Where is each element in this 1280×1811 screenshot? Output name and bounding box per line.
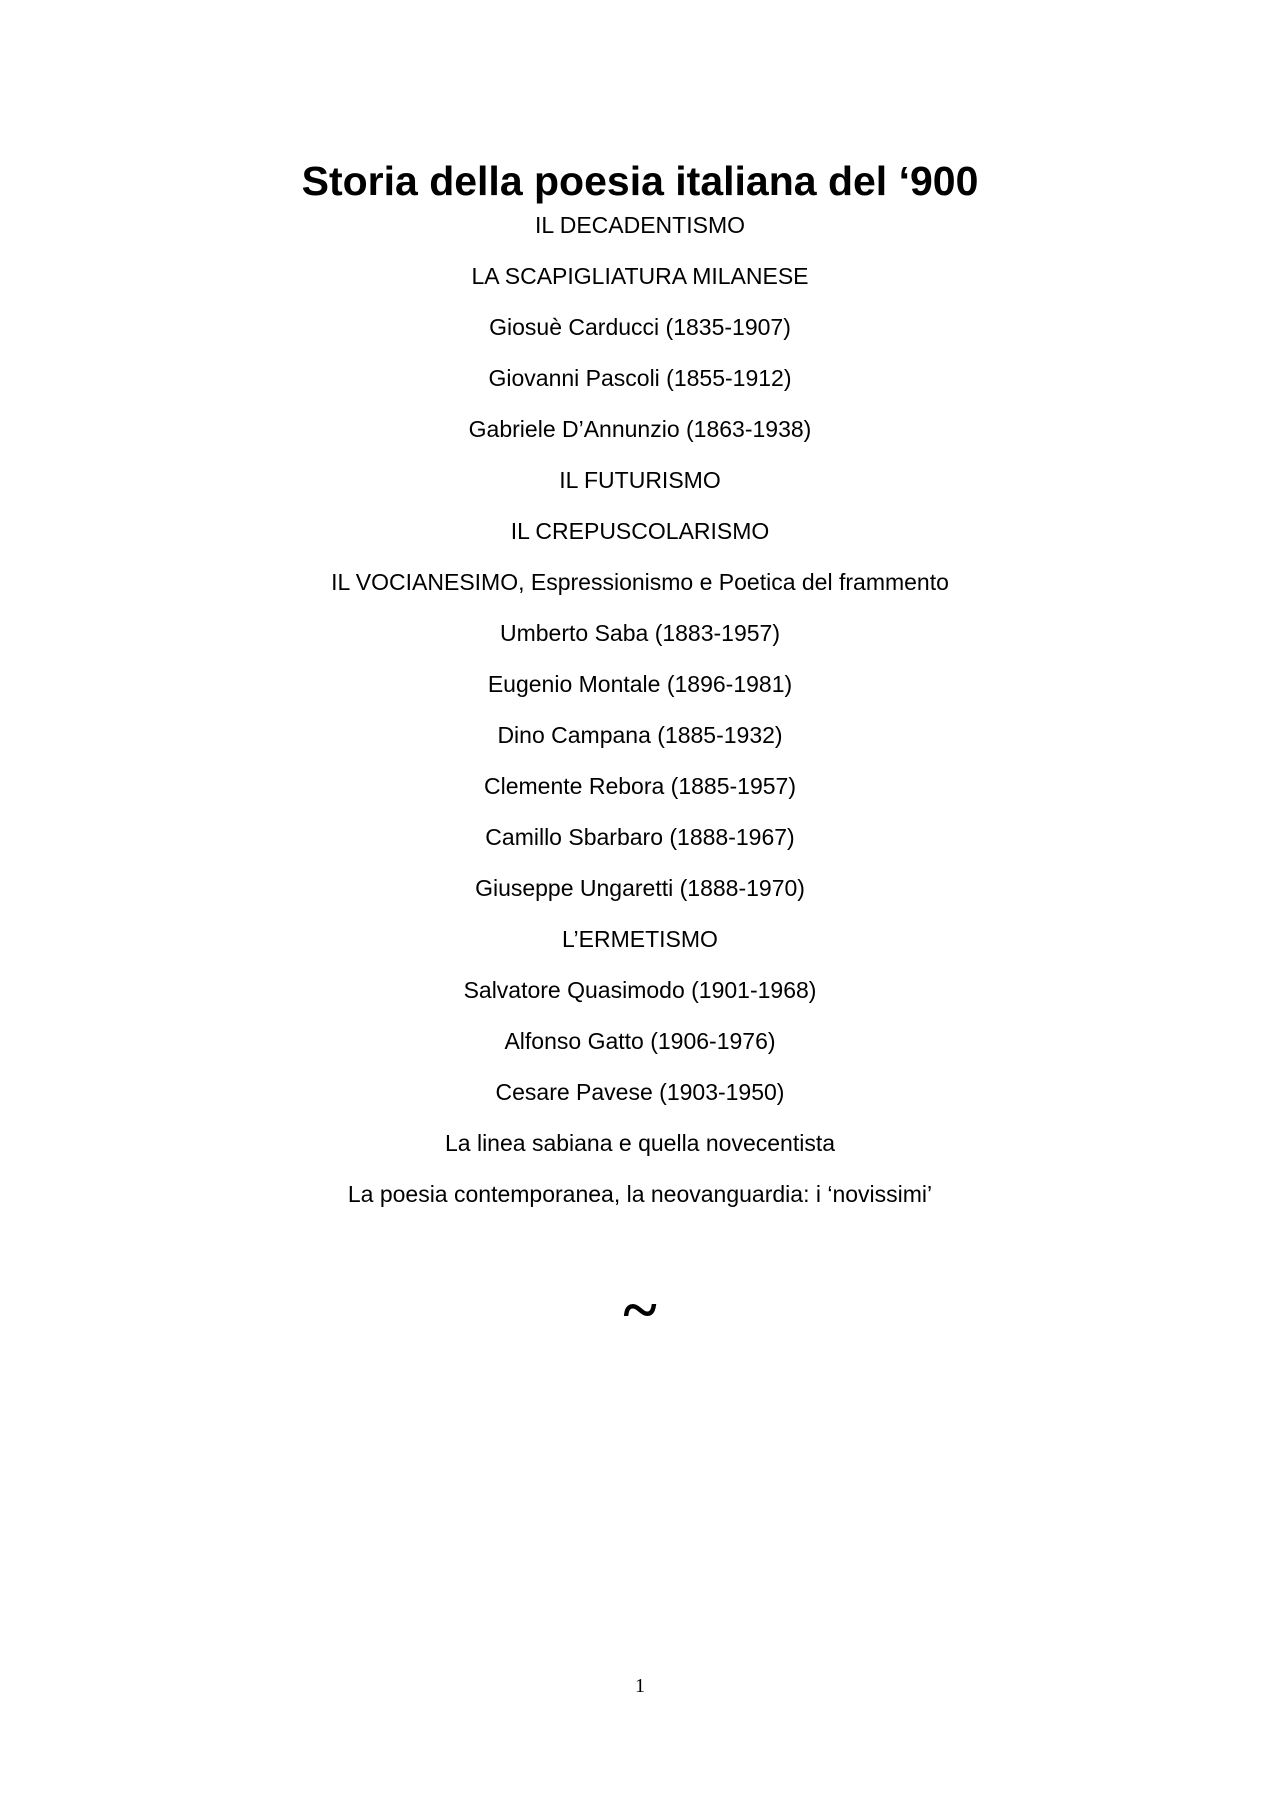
toc-entry: Giovanni Pascoli (1855-1912) (488, 365, 792, 391)
toc-entry: La linea sabiana e quella novecentista (444, 1130, 835, 1156)
toc-entry: Salvatore Quasimodo (1901-1968) (463, 977, 817, 1003)
toc-entry: IL DECADENTISMO (534, 212, 745, 238)
table-of-contents (0, 208, 1280, 1228)
toc-entry: Gabriele D’Annunzio (1863-1938) (468, 416, 812, 442)
page-title: Storia della poesia italiana del ‘900 (301, 158, 979, 204)
toc-entry: Giosuè Carducci (1835-1907) (489, 314, 791, 340)
toc-entry: Clemente Rebora (1885-1957) (484, 773, 796, 799)
toc-entry: Umberto Saba (1883-1957) (500, 620, 780, 646)
toc-entry: Camillo Sbarbaro (1888-1967) (485, 824, 795, 850)
toc-entry: LA SCAPIGLIATURA MILANESE (471, 263, 809, 289)
toc-entry: L’ERMETISMO (562, 926, 718, 952)
toc-entry: La poesia contemporanea, la neovanguardia: i ‘novissimi’ (347, 1181, 933, 1207)
toc-entry: IL VOCIANESIMO, Espressionismo e Poetica del frammento (331, 569, 949, 595)
toc-entry: Cesare Pavese (1903-1950) (495, 1079, 785, 1105)
toc-entry: Dino Campana (1885-1932) (497, 722, 783, 748)
toc-entry: Alfonso Gatto (1906-1976) (504, 1028, 776, 1054)
toc-entry: Giuseppe Ungaretti (1888-1970) (475, 875, 805, 901)
toc-entry: IL FUTURISMO (559, 467, 721, 493)
toc-entry: Eugenio Montale (1896-1981) (487, 671, 793, 697)
toc-entry: IL CREPUSCOLARISMO (510, 518, 770, 544)
tilde-ornament: ~ (623, 1274, 657, 1345)
page-number: 1 (635, 1675, 645, 1697)
